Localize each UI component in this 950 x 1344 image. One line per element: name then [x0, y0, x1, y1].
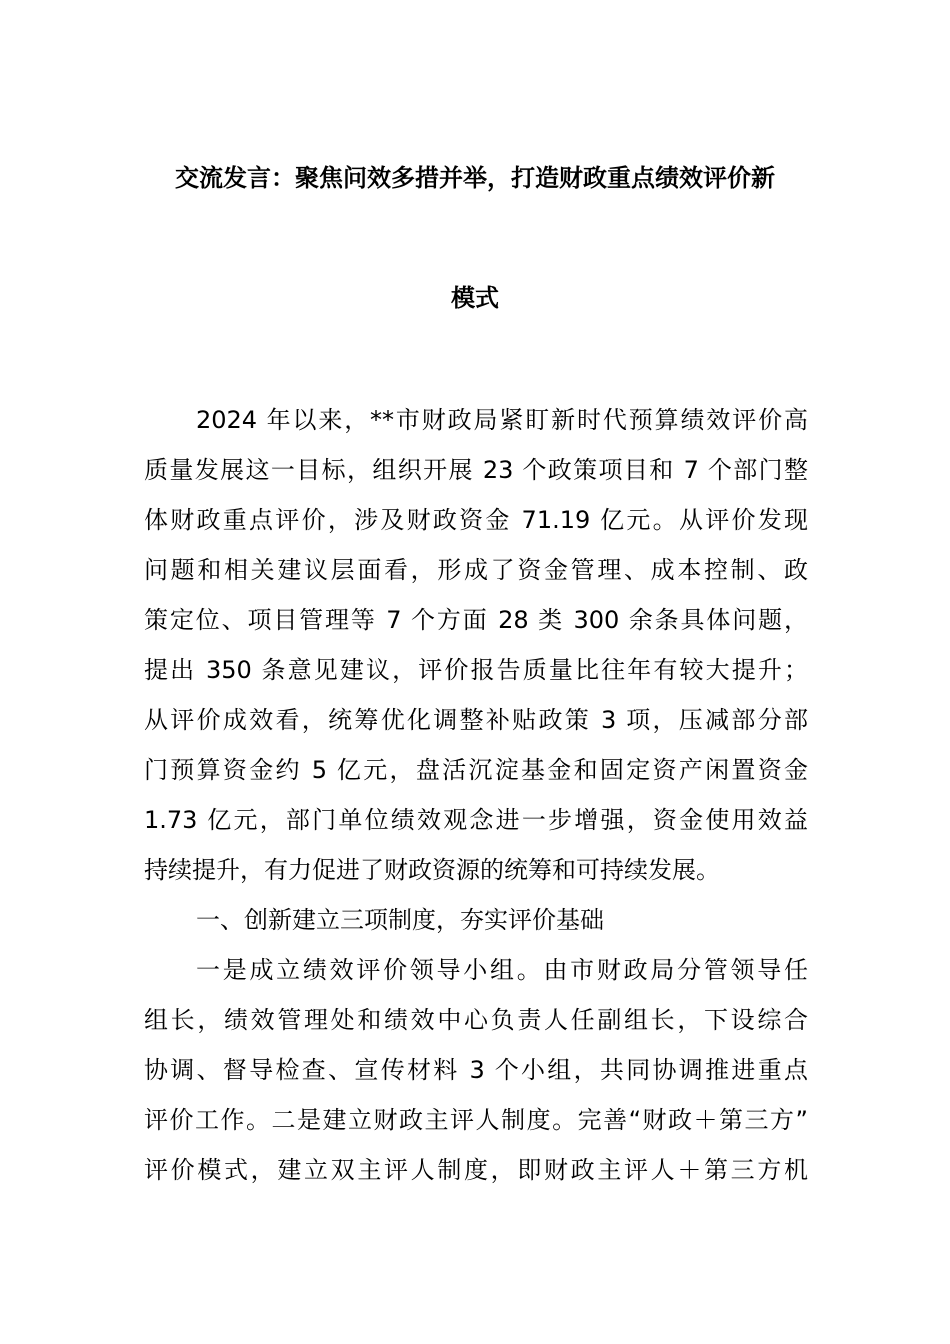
- paragraph-1-line: 质量发展这一目标，组织开展 23 个政策项目和 7 个部门整: [144, 456, 808, 484]
- paragraph-1-line: 门预算资金约 5 亿元，盘活沉淀基金和固定资产闲置资金: [144, 756, 808, 784]
- paragraph-2-line: 评价工作。二是建立财政主评人制度。完善“财政＋第三方”: [144, 1106, 808, 1134]
- document-title-line-2: 模式: [451, 284, 499, 312]
- paragraph-1-line: 提出 350 条意见建议，评价报告质量比往年有较大提升；: [144, 656, 808, 684]
- section-heading-1: 一、创新建立三项制度，夯实评价基础: [196, 906, 604, 934]
- paragraph-1-line: 策定位、项目管理等 7 个方面 28 类 300 余条具体问题，: [144, 606, 808, 634]
- paragraph-1-line: 1.73 亿元，部门单位绩效观念进一步增强，资金使用效益: [144, 806, 808, 834]
- paragraph-1-line: 2024 年以来，**市财政局紧盯新时代预算绩效评价高: [196, 406, 808, 434]
- paragraph-1-line: 问题和相关建议层面看，形成了资金管理、成本控制、政: [144, 556, 808, 584]
- paragraph-1-line: 体财政重点评价，涉及财政资金 71.19 亿元。从评价发现: [144, 506, 808, 534]
- paragraph-1-line: 从评价成效看，统筹优化调整补贴政策 3 项，压减部分部: [144, 706, 808, 734]
- paragraph-2-line: 评价模式，建立双主评人制度，即财政主评人＋第三方机: [144, 1156, 808, 1184]
- paragraph-2-line: 协调、督导检查、宣传材料 3 个小组，共同协调推进重点: [144, 1056, 808, 1084]
- paragraph-2-line: 一是成立绩效评价领导小组。由市财政局分管领导任: [196, 956, 808, 984]
- paragraph-1-line: 持续提升，有力促进了财政资源的统筹和可持续发展。: [144, 856, 720, 884]
- paragraph-2-line: 组长，绩效管理处和绩效中心负责人任副组长，下设综合: [144, 1006, 808, 1034]
- document-title-line-1: 交流发言：聚焦问效多措并举，打造财政重点绩效评价新: [175, 164, 775, 192]
